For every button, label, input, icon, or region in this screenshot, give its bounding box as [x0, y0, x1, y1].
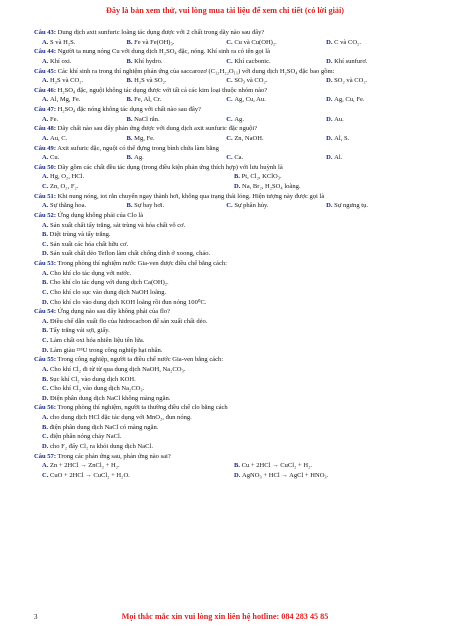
option-letter: A.: [42, 269, 49, 277]
option-letter: D.: [326, 202, 333, 210]
answer-option: [126, 115, 226, 125]
options-row: [34, 38, 426, 48]
option-text: Ag, Cu, Fe.: [334, 96, 365, 104]
answer-option: [42, 182, 234, 192]
question-text: Trong công nghiệp, người ta điều chế nước Gia-ven bằng cách:: [57, 356, 224, 364]
question: [34, 355, 426, 365]
option-letter: C.: [226, 96, 233, 104]
options-row: [34, 230, 426, 240]
question-text: Trong phòng thí nghiệm, người ta thường điều chế clo bằng cách: [57, 404, 228, 412]
answer-option: [42, 230, 111, 240]
answer-option: [326, 201, 426, 211]
question-text: Axit sufuric đặc, nguội có thể đựng trong bình chứa làm bằng: [57, 144, 219, 152]
answer-option: [226, 38, 326, 48]
option-letter: A.: [42, 202, 49, 210]
option-text: NaCl rắn.: [134, 115, 160, 123]
answer-option: [226, 134, 326, 144]
option-text: Làm giàu ²³⁵U trong công nghiệp hạt nhân.: [50, 346, 163, 354]
option-text: Cu.: [50, 154, 60, 162]
option-text: Al, Mg, Fe.: [50, 96, 81, 104]
option-letter: B.: [42, 327, 49, 335]
option-text: SO₃ và CO₂.: [234, 77, 268, 85]
question-number: Câu 43:: [34, 29, 57, 36]
option-text: Pt, Cl₂, KClO₃.: [241, 173, 282, 181]
option-letter: D.: [234, 183, 241, 190]
question-text: Dãy chất nào sau đây phản ứng được với dung dịch axit sunfuric đặc nguội?: [57, 125, 258, 133]
options-row: [34, 336, 426, 346]
question-number: Câu 56:: [34, 404, 57, 412]
answer-option: [326, 95, 426, 105]
option-letter: B.: [42, 423, 49, 431]
question: [34, 144, 426, 154]
options-row: [34, 249, 426, 259]
question-number: Câu 50:: [34, 163, 57, 171]
option-letter: D.: [42, 298, 49, 306]
options-row: [34, 288, 426, 298]
question-number: Câu 53:: [34, 260, 57, 267]
option-text: Khí sunfurơ.: [334, 57, 368, 65]
option-text: Mg, Fe.: [134, 134, 155, 142]
answer-option: [234, 471, 426, 481]
option-text: Cu và Cu(OH)₂.: [234, 38, 277, 46]
answer-option: [42, 249, 210, 259]
option-letter: C.: [42, 385, 49, 393]
question-text: Người ta nung nóng Cu với dung dịch H₂SO₄ đặc, nóng. Khí sinh ra có tên gọi là: [57, 48, 270, 56]
answer-option: [226, 153, 326, 163]
option-text: Au, C.: [50, 134, 68, 142]
answer-option: [42, 384, 144, 394]
option-text: Fe.: [50, 115, 59, 123]
answer-option: [126, 134, 226, 144]
option-letter: A.: [42, 462, 49, 470]
question-number: Câu 54:: [34, 308, 57, 316]
option-text: Điện phân dung dịch NaCl không màng ngăn.: [50, 394, 171, 402]
question-number: Câu 55:: [34, 356, 57, 364]
options-row: [34, 317, 426, 327]
option-text: cho dung dịch HCl đặc tác dụng với MnO₂, đun nóng.: [50, 414, 192, 421]
answer-option: [42, 394, 170, 404]
option-letter: B.: [126, 77, 133, 85]
answer-option: [42, 288, 166, 298]
question-number: Câu 48:: [34, 125, 57, 133]
question-text: H₂SO₄ đặc, nguội không tác dụng được với tất cả các kim loại thuộc nhóm nào?: [57, 86, 268, 94]
option-letter: B.: [126, 38, 133, 46]
option-letter: B.: [42, 375, 49, 383]
question-number: Câu 46:: [34, 86, 57, 94]
option-letter: B.: [126, 96, 133, 104]
options-row: [34, 201, 426, 211]
answer-option: [126, 201, 226, 211]
question-text: Dung dịch axit sunfuric loãng tác dụng được với 2 chất trong dãy nào sau đây?: [57, 29, 265, 36]
question-text: Trong các phản ứng sau, phản ứng nào sai?: [57, 452, 171, 460]
question-text: Dãy gồm các chất đều tác dụng (trong điều kiện phản ứng thích hợp) với lưu huỳnh là: [57, 163, 283, 171]
option-letter: C.: [42, 471, 49, 479]
option-text: S và H₂S.: [50, 38, 76, 46]
answer-option: [126, 153, 226, 163]
options-row: [34, 394, 426, 404]
answer-option: [42, 57, 126, 67]
answer-option: [326, 57, 426, 67]
option-letter: D.: [326, 96, 333, 104]
answer-option: [42, 172, 234, 182]
options-row: [34, 57, 426, 67]
option-text: Khí cacbonic.: [234, 57, 271, 65]
option-text: Cho khí Cl₂ đi từ từ qua dung dịch NaOH, Na₂CO₃.: [50, 365, 186, 373]
answer-option: [42, 423, 158, 433]
question-list: [34, 28, 426, 480]
answer-option: [126, 95, 226, 105]
question-text: Ứng dụng không phải của Clo là: [57, 211, 144, 219]
answer-option: [326, 38, 426, 48]
option-letter: A.: [42, 77, 49, 85]
options-row: [34, 278, 426, 288]
option-letter: C.: [226, 154, 233, 162]
question-text: H₂SO₄ đặc nóng không tác dụng với chất nào sau đây?: [57, 106, 201, 113]
option-letter: C.: [226, 115, 233, 123]
question: [34, 259, 426, 269]
answer-option: [234, 172, 426, 182]
option-letter: D.: [326, 115, 333, 123]
answer-option: [42, 95, 126, 105]
answer-option: [226, 57, 326, 67]
option-text: Sự thăng hoa.: [50, 202, 87, 210]
question-number: Câu 45:: [34, 67, 57, 75]
answer-option: [234, 461, 426, 471]
question-text: Các khí sinh ra trong thí nghiệm phản ứng của saccarozơ (C₁₂H₂₂O₁₁) với dung dịch H₂SO₄ đặc bao gồm:: [57, 67, 335, 75]
option-letter: C.: [42, 288, 49, 296]
option-text: Điều chế dẫn xuất flo của hidrocacbon để sản xuất chất dẻo.: [50, 317, 208, 325]
option-text: điện phân dung dịch NaCl có màng ngăn.: [49, 423, 159, 431]
question: [34, 105, 426, 115]
answer-option: [42, 76, 126, 86]
option-text: Ag.: [234, 115, 244, 123]
option-text: Ca.: [234, 154, 244, 162]
answer-option: [42, 298, 206, 308]
options-row: [34, 298, 426, 308]
answer-option: [42, 375, 136, 385]
option-text: Zn + 2HCl → ZnCl₂ + H₂.: [50, 462, 120, 470]
options-row: [34, 115, 426, 125]
option-letter: B.: [126, 134, 133, 142]
answer-option: [326, 76, 426, 86]
answer-option: [326, 115, 426, 125]
answer-option: [234, 182, 426, 192]
answer-option: [42, 201, 126, 211]
question-number: Câu 44:: [34, 48, 57, 56]
option-text: Al, S.: [334, 134, 350, 142]
options-row: [34, 172, 426, 182]
answer-option: [42, 326, 110, 336]
option-letter: B.: [126, 202, 133, 210]
answer-option: [42, 336, 144, 346]
options-row: [34, 413, 426, 423]
option-text: Ag.: [134, 154, 144, 162]
option-text: Ag, Cu, Au.: [234, 96, 266, 104]
options-row: [34, 442, 426, 452]
question: [34, 67, 426, 77]
answer-option: [42, 365, 185, 375]
question-text: Trong phòng thí nghiệm nước Gia-ven được điều chế bằng cách:: [57, 260, 227, 267]
answer-option: [326, 153, 426, 163]
option-text: Zn, NaOH.: [234, 134, 264, 142]
option-text: Sự ngưng tụ.: [334, 202, 368, 210]
option-text: CuO + 2HCl → CuCl₂ + H₂O.: [50, 471, 130, 479]
question: [34, 192, 426, 202]
option-text: cho F₂ đẩy Cl₂ ra khỏi dung dịch NaCl.: [50, 442, 153, 450]
option-letter: B.: [234, 462, 241, 470]
option-letter: B.: [126, 57, 133, 65]
option-letter: D.: [42, 442, 49, 450]
answer-option: [42, 153, 126, 163]
option-letter: A.: [42, 115, 49, 123]
option-letter: A.: [42, 317, 49, 325]
option-letter: A.: [42, 134, 49, 142]
option-text: Hg, O₂, HCl.: [50, 173, 85, 181]
hotline-footer: Mọi thắc mắc xin vui lòng xin liên hệ hotline: 084 283 45 85: [121, 612, 329, 621]
option-letter: D.: [326, 154, 333, 162]
option-letter: B.: [42, 279, 49, 287]
options-row: [34, 95, 426, 105]
option-text: Cho khí clo vào dung dịch KOH loãng rồi đun nóng 100⁰C.: [50, 298, 207, 306]
options-row: [34, 76, 426, 86]
option-letter: B.: [126, 154, 133, 162]
answer-option: [42, 471, 234, 481]
option-text: Làm chất oxi hóa nhiên liệu tên lửa.: [50, 337, 145, 344]
option-text: SO₂ và CO₂.: [334, 77, 368, 85]
options-row: [34, 471, 426, 481]
options-row: [34, 384, 426, 394]
option-letter: D.: [42, 250, 49, 258]
option-letter: A.: [42, 96, 49, 104]
option-letter: D.: [234, 471, 241, 479]
option-text: Sục khí Cl₂ vào dung dịch KOH.: [49, 375, 136, 383]
option-letter: C.: [42, 183, 49, 190]
answer-option: [226, 115, 326, 125]
option-letter: B.: [234, 173, 241, 181]
option-letter: A.: [42, 365, 49, 373]
options-row: [34, 240, 426, 250]
options-row: [34, 153, 426, 163]
answer-option: [42, 317, 207, 327]
question-text: Khi nung nóng, iot rắn chuyển ngay thành hơi, không qua trạng thái lỏng. Hiện tượng này được gọi là: [57, 192, 325, 200]
question: [34, 47, 426, 57]
option-text: Diệt trùng và tẩy trắng.: [49, 231, 111, 239]
option-letter: C.: [226, 202, 233, 210]
options-row: [34, 365, 426, 375]
answer-option: [42, 278, 169, 288]
answer-option: [126, 76, 226, 86]
option-letter: D.: [326, 38, 333, 46]
option-text: Sản xuất chất dẻo Teflon làm chất chống dính ở xoong, chảo.: [50, 250, 211, 258]
option-letter: A.: [42, 57, 49, 65]
option-letter: C.: [42, 433, 49, 441]
question-number: Câu 49:: [34, 144, 57, 152]
option-letter: D.: [326, 57, 333, 65]
options-row: [34, 423, 426, 433]
question-number: Câu 57:: [34, 452, 57, 460]
answer-option: [42, 269, 131, 279]
answer-option: [42, 432, 121, 442]
option-text: Zn, O₂, F₂.: [50, 183, 79, 190]
option-text: Sự bay hơi.: [134, 202, 165, 210]
option-letter: B.: [42, 231, 49, 239]
option-text: Fe và Fe(OH)₃.: [134, 38, 175, 46]
option-text: Khí oxi.: [50, 57, 72, 65]
options-row: [34, 134, 426, 144]
answer-option: [42, 134, 126, 144]
question-text: Ứng dụng nào sau đây không phải của flo?: [57, 308, 171, 316]
option-text: Cu + 2HCl → CuCl₂ + H₂.: [241, 462, 312, 470]
option-letter: C.: [42, 240, 49, 248]
answer-option: [42, 461, 234, 471]
option-letter: A.: [42, 221, 49, 229]
option-text: Al.: [334, 154, 343, 162]
option-text: Au.: [334, 115, 344, 123]
answer-option: [42, 413, 192, 423]
option-text: Na, Br₂, H₂SO₄ loãng.: [242, 183, 301, 190]
answer-option: [126, 57, 226, 67]
answer-option: [126, 38, 226, 48]
option-letter: B.: [126, 115, 133, 123]
option-text: Tẩy trắng vải sợi, giấy.: [49, 327, 110, 335]
answer-option: [42, 38, 126, 48]
answer-option: [42, 240, 128, 250]
question: [34, 307, 426, 317]
option-text: Fe, Al, Cr.: [134, 96, 162, 104]
option-letter: A.: [42, 173, 49, 181]
option-letter: C.: [42, 337, 49, 344]
options-row: [34, 375, 426, 385]
preview-banner: Đây là bản xem thử, vui lòng mua tài liệu để xem chi tiết (có lời giải): [105, 6, 344, 15]
options-row: [34, 461, 426, 471]
question: [34, 452, 426, 462]
option-text: Sản xuất chất tẩy trắng, sát trùng và hóa chất vô cơ.: [50, 221, 186, 229]
answer-option: [226, 95, 326, 105]
option-letter: A.: [42, 38, 49, 46]
option-letter: C.: [226, 77, 233, 85]
answer-option: [326, 134, 426, 144]
option-text: Sản xuất các hóa chất hữu cơ.: [50, 240, 129, 248]
page-number: 3: [34, 613, 38, 621]
answer-option: [42, 115, 126, 125]
question: [34, 28, 426, 38]
option-text: Cho khí Cl₂ vào dung dịch Na₂CO₃.: [50, 385, 145, 393]
answer-option: [42, 221, 185, 231]
answer-option: [42, 346, 162, 356]
answer-option: [226, 201, 326, 211]
option-text: Cho khí clo tác dụng với dung dịch Ca(OH)₂.: [49, 279, 169, 287]
option-letter: D.: [326, 134, 333, 142]
question-number: Câu 51:: [34, 192, 57, 200]
option-text: Sự phân hủy.: [234, 202, 269, 210]
option-text: Cho khí clo tác dụng với nước.: [50, 269, 132, 277]
option-letter: C.: [226, 57, 233, 65]
question-number: Câu 47:: [34, 106, 57, 113]
options-row: [34, 182, 426, 192]
option-text: Khí hydro.: [134, 57, 163, 65]
options-row: [34, 326, 426, 336]
question: [34, 124, 426, 134]
option-letter: A.: [42, 414, 49, 421]
option-text: C và CO₂.: [334, 38, 361, 46]
option-text: AgNO₃ + HCl → AgCl + HNO₃.: [242, 471, 329, 479]
option-text: H₂S và CO₂.: [50, 77, 84, 85]
option-letter: D.: [42, 394, 49, 402]
answer-option: [42, 442, 153, 452]
option-letter: A.: [42, 154, 49, 162]
options-row: [34, 432, 426, 442]
option-letter: C.: [226, 134, 233, 142]
question: [34, 211, 426, 221]
option-text: H₂S và SO₂.: [134, 77, 167, 85]
option-text: Cho khí clo sục vào dung dịch NaOH loãng.: [50, 288, 167, 296]
option-letter: D.: [42, 346, 49, 354]
options-row: [34, 346, 426, 356]
question: [34, 86, 426, 96]
option-letter: C.: [226, 38, 233, 46]
question-number: Câu 52:: [34, 211, 57, 219]
options-row: [34, 221, 426, 231]
question: [34, 163, 426, 173]
options-row: [34, 269, 426, 279]
question: [34, 403, 426, 413]
option-letter: D.: [326, 77, 333, 85]
answer-option: [226, 76, 326, 86]
option-text: điện phân nóng chảy NaCl.: [50, 433, 122, 441]
